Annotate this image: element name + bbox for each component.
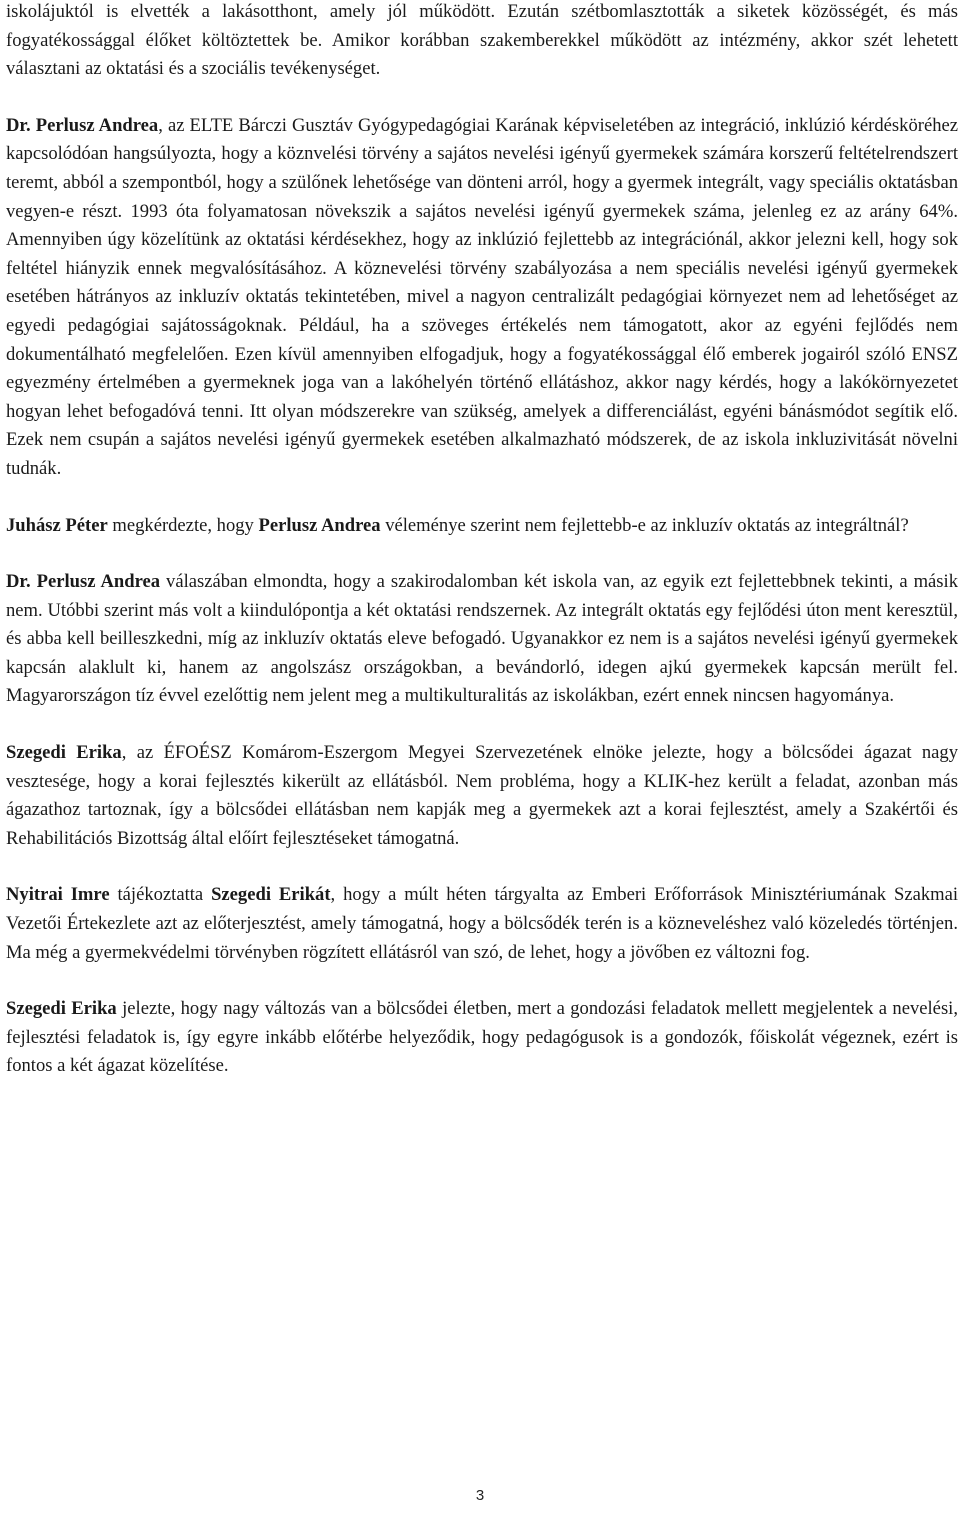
paragraph-text: , az ÉFOÉSZ Komárom-Eszergom Megyei Szervezetének elnöke jelezte, hogy a bölcsődei ágazat nagy vesztesége, hogy a korai fejlesztés kikerült az ellátásból. Nem probléma, hogy a KLIK-hez került a feladat, azonban más ágazathoz tartoznak, így a bölcsődei ellátásban nem kapják meg a gyermekek azt a korai fejlesztést, amely a Szakértői és Rehabilitációs Bizottság által előírt fejlesztéseket támogatná. bbox=[6, 742, 958, 849]
speaker-name: Dr. Perlusz Andrea bbox=[6, 571, 161, 593]
document-body bbox=[6, 0, 958, 1109]
speaker-name: Juhász Péter bbox=[6, 514, 108, 536]
paragraph-text: tájékoztatta bbox=[109, 884, 212, 906]
paragraph-text: , az ELTE Bárczi Gusztáv Gyógypedagógiai Karának képviseletében az integráció, inklúzió kérdésköréhez kapcsolódóan hangsúlyozta, hogy a köznvelési törvény a sajátos nevelési igényű gyermekek számára korszerű feltételrendszert teremt, abból a szempontból, hogy a szülőnek lehetősége van dönteni arról, hogy a gyermek integrált, vagy speciális oktatásban vegyen-e részt. 1993 óta folyamatosan növekszik a sajátos nevelési igényű gyermekek száma, jelenleg ez az arány 64%. Amennyiben úgy közelítünk az oktatási kérdésekhez, hogy az inklúzió fejlettebb az integrációnál, akkor jelezni kell, hogy sok feltétel hiányzik ennek megvalósításához. A köznevelési törvény szabályozása a nem speciális nevelési igényű gyermekek esetében hátrányos az inkluzív oktatás tekintetében, mivel a nagyon centralizált pedagógiai környezet nem ad lehetőséget az egyedi pedagógiai sajátosságoknak. Például, ha a szöveges értékelés nem támogatott, akor az egyéni fejlődés nem dokumentálható megfelelően. Ezen kívül amennyiben elfogadjuk, hogy a fogyatékossággal élő emberek jogairól szóló ENSZ egyezmény értelmében a gyermeknek joga van a lakóhelyén történő ellátáshoz, akkor nagy kérdés, hogy a lakókörnyezetet hogyan lehet befogadóvá tenni. Itt olyan módszerekre van szükség, amelyek a differenciálást, egyéni bánásmódot segítik elő. Ezek nem csupán a sajátos nevelési igényű gyermekek esetében alkalmazható módszerek, de az iskola inkluzivitását növelni tudnák. bbox=[6, 114, 958, 479]
speaker-name: Nyitrai Imre bbox=[6, 884, 110, 906]
paragraph-6 bbox=[6, 881, 958, 967]
paragraph-3 bbox=[6, 512, 958, 541]
speaker-name: Szegedi Erika bbox=[6, 998, 117, 1020]
paragraph-7 bbox=[6, 995, 958, 1081]
page-number: 3 bbox=[475, 1487, 485, 1504]
paragraph-5 bbox=[6, 739, 958, 853]
referenced-name: Szegedi Erikát bbox=[211, 884, 331, 906]
paragraph-text: válaszában elmondta, hogy a szakirodalomban két iskola van, az egyik ezt fejlettebbnek tekinti, a másik nem. Utóbbi szerint más volt a kiindulópontja a két oktatási rendszernek. Az integrált oktatás egy fejlődési úton ment keresztül, és abba kell beilleszkedni, míg az inkluzív oktatás eleve befogadó. Ugyanakkor ez nem is a sajátos nevelési igényű gyermekek kapcsán alaklult ki, hanem az angolszász országokban, a bevándorló, idegen ajkú gyermekek kapcsán merült fel. Magyarországon tíz évvel ezelőttig nem jelent meg a multikulturalitás az iskolákban, ezért ennek nincsen hagyománya. bbox=[6, 571, 958, 707]
paragraph-1 bbox=[6, 0, 958, 84]
paragraph-4 bbox=[6, 568, 958, 711]
paragraph-text: jelezte, hogy nagy változás van a bölcsődei életben, mert a gondozási feladatok mellett megjelentek a nevelési, fejlesztési feladatok is, így egyre inkább előtérbe helyeződik, hogy pedagógusok is a gondozók, főiskolát végeznek, ezért is fontos a két ágazat közelítése. bbox=[6, 998, 958, 1077]
paragraph-text: véleménye szerint nem fejlettebb-e az inkluzív oktatás az integráltnál? bbox=[380, 514, 909, 536]
paragraph-text: megkérdezte, hogy bbox=[107, 514, 259, 536]
paragraph-text: , hogy a múlt héten tárgyalta az Emberi Erőforrások Minisztériumának Szakmai Vezetői Értekezlete azt az előterjesztést, amely támogatná, hogy a bölcsődék terén is a közneveléshez való közeledés történjen. Ma még a gyermekvédelmi törvényben rögzített ellátásról van szó, de lehet, hogy a jövőben ez változni fog. bbox=[6, 884, 959, 963]
paragraph-2 bbox=[6, 112, 958, 484]
paragraph-text: iskolájuktól is elvették a lakásotthont, amely jól működött. Ezután szétbomlasztották a siketek közösségét, és más fogyatékossággal élőket költöztettek be. Amikor korábban szakemberekkel működött az intézmény, akkor szét lehetett választani az oktatási és a szociális tevékenységet. bbox=[6, 1, 958, 80]
speaker-name: Dr. Perlusz Andrea bbox=[6, 114, 159, 136]
speaker-name: Szegedi Erika bbox=[6, 742, 122, 764]
referenced-name: Perlusz Andrea bbox=[258, 514, 381, 536]
